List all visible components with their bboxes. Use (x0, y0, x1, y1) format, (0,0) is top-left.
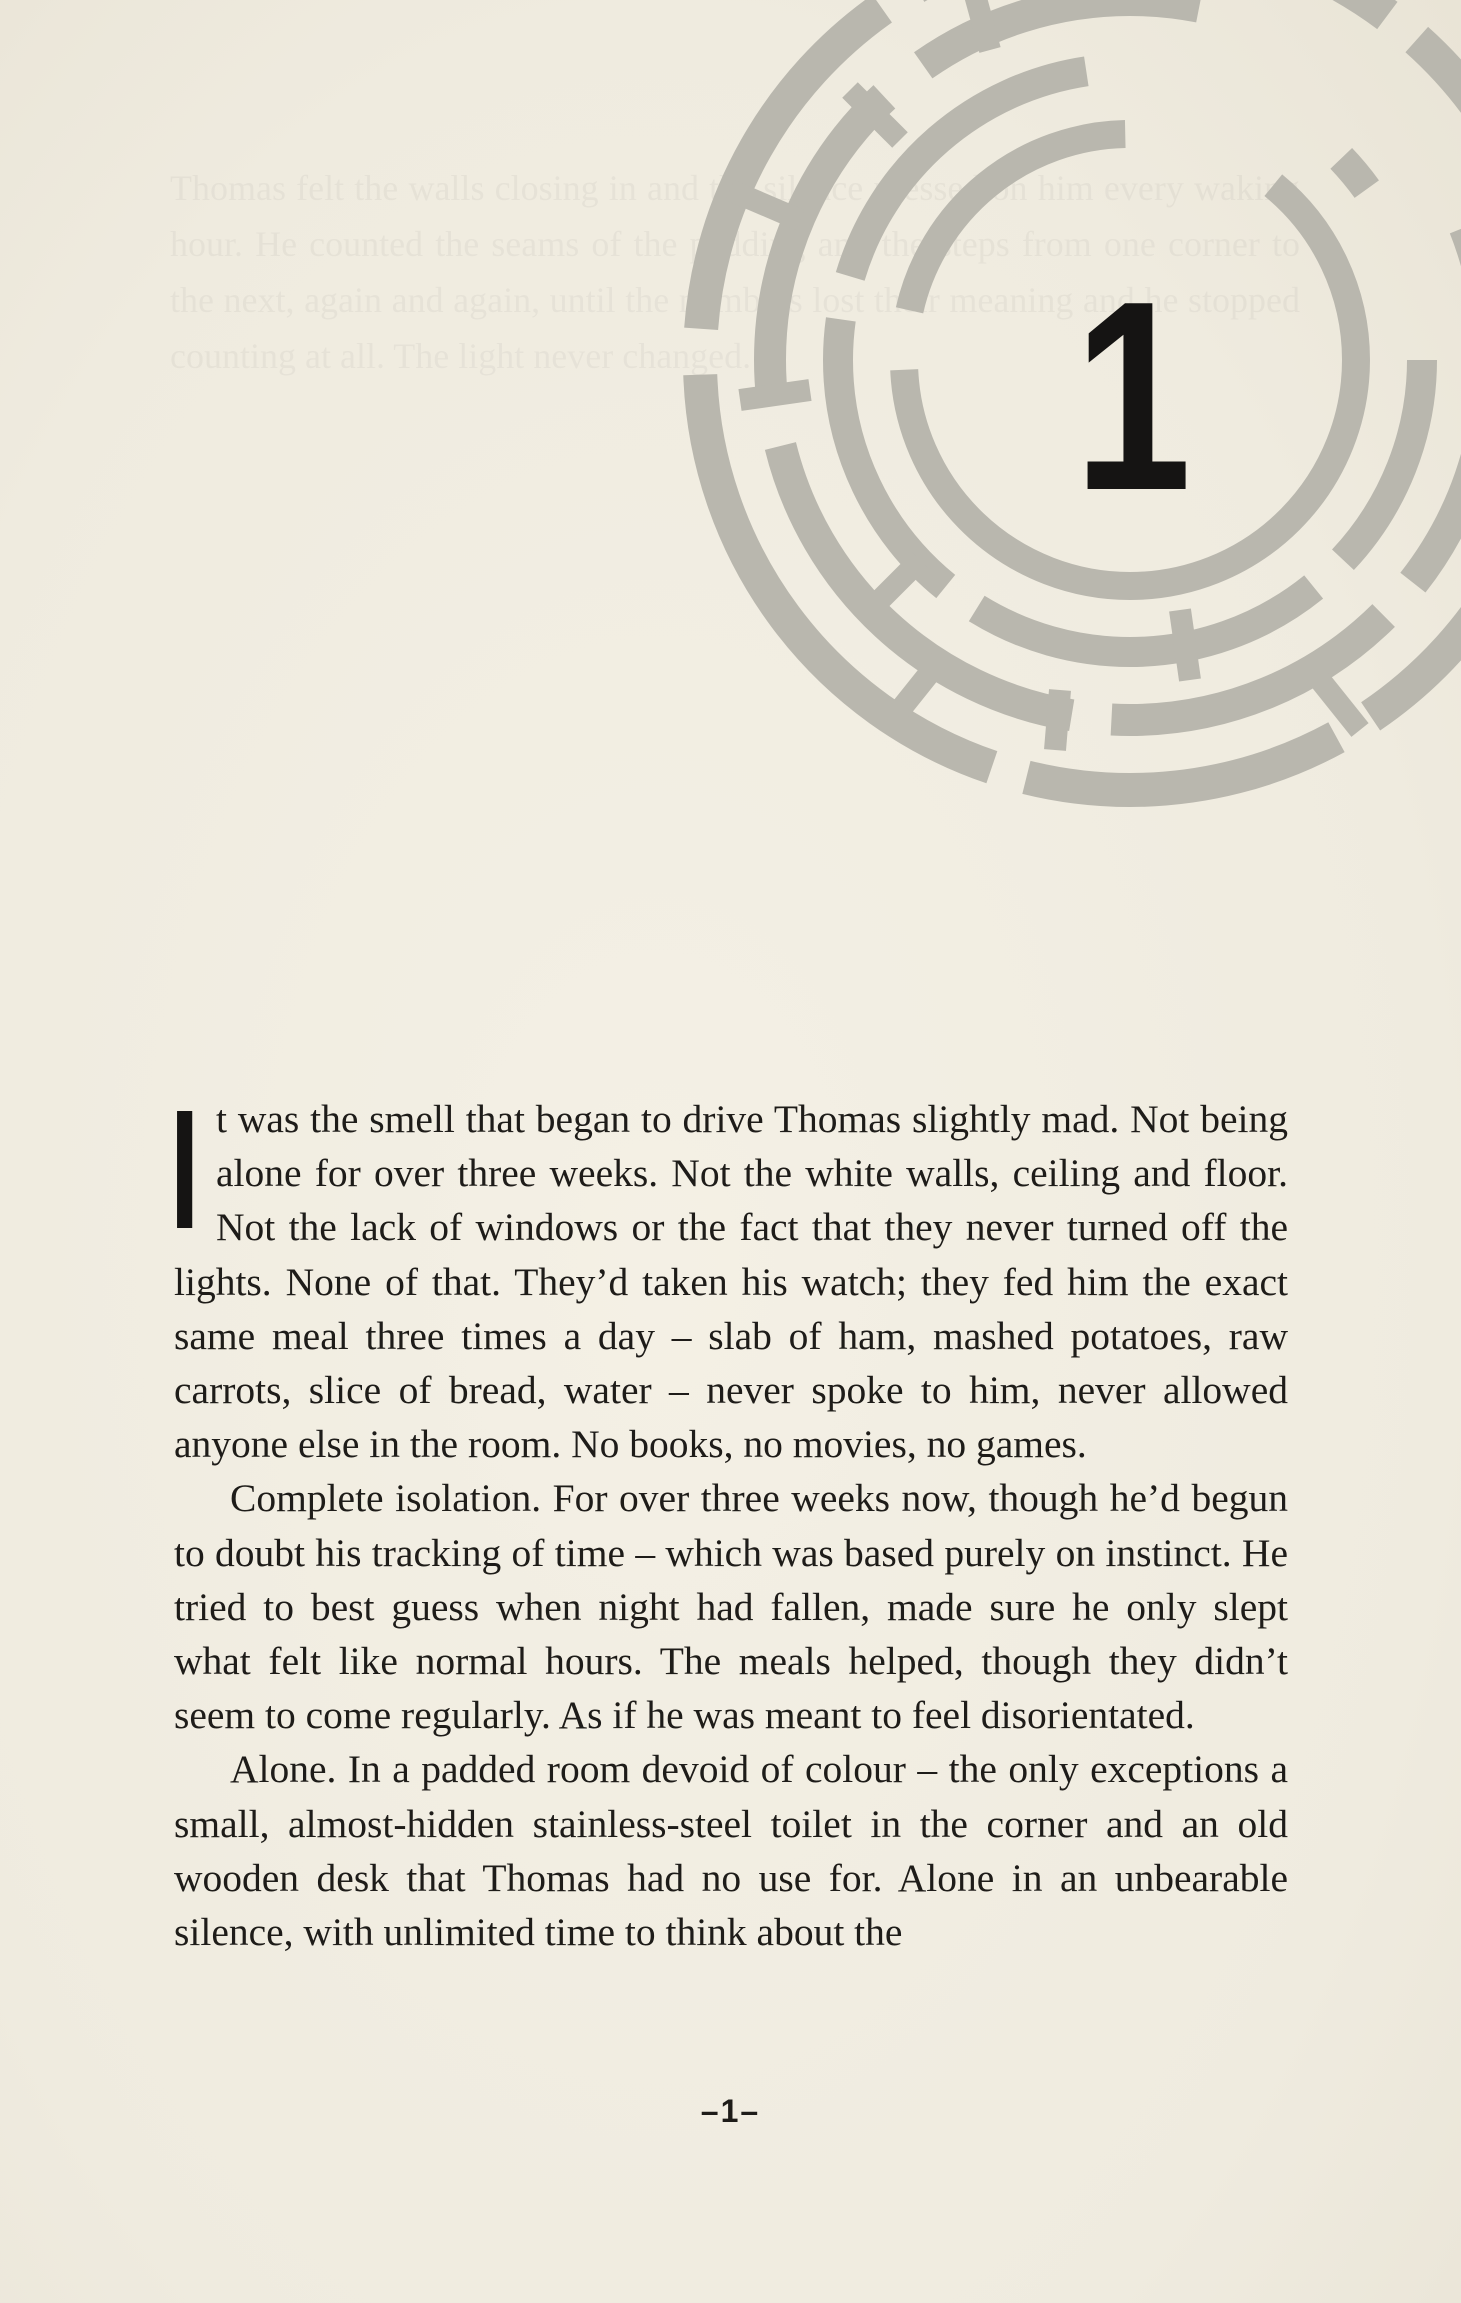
maze-connector (1055, 690, 1060, 750)
paragraph: Complete isolation. For over three weeks now, though he’d begun to doubt his tracking of time – which was based purely on instinct. He tried to best guess when night had fallen, made sure he only slept what felt like normal hours. The meals helped, though they didn’t seem to come regularly. As if he was meant to feel disorientated. (174, 1476, 1288, 1738)
drop-cap: I (170, 1075, 200, 1265)
maze-connector (900, 660, 940, 710)
maze-ornament-icon (560, 0, 1461, 860)
chapter-body (170, 1075, 1288, 1959)
maze-connector (975, 0, 990, 50)
paragraph: Alone. In a padded room devoid of colour – the only exceptions a small, almost-hidden stainless-steel toilet in the corner and an old wooden desk that Thomas had no use for. Alone in an unbearable silence, with unlimited time to think about the (174, 1747, 1288, 1955)
maze-connector (740, 390, 810, 400)
paragraph (170, 1075, 1288, 1471)
page-number: –1– (700, 2093, 761, 2129)
chapter-number: 1 (1074, 246, 1189, 547)
maze-connector (1180, 610, 1190, 680)
paragraph-text: t was the smell that began to drive Thomas slightly mad. Not being alone for over three weeks. Not the white walls, ceiling and floor. Not the lack of windows or the fact that they never turned off the lights. None of that. They’d taken his watch; they fed him the exact same meal three times a day – slab of ham, mashed potatoes, raw carrots, slice of bread, water – never spoke to him, never allowed anyone else in the room. No books, no movies, no games. (174, 1097, 1288, 1467)
maze-connector (1320, 680, 1360, 730)
